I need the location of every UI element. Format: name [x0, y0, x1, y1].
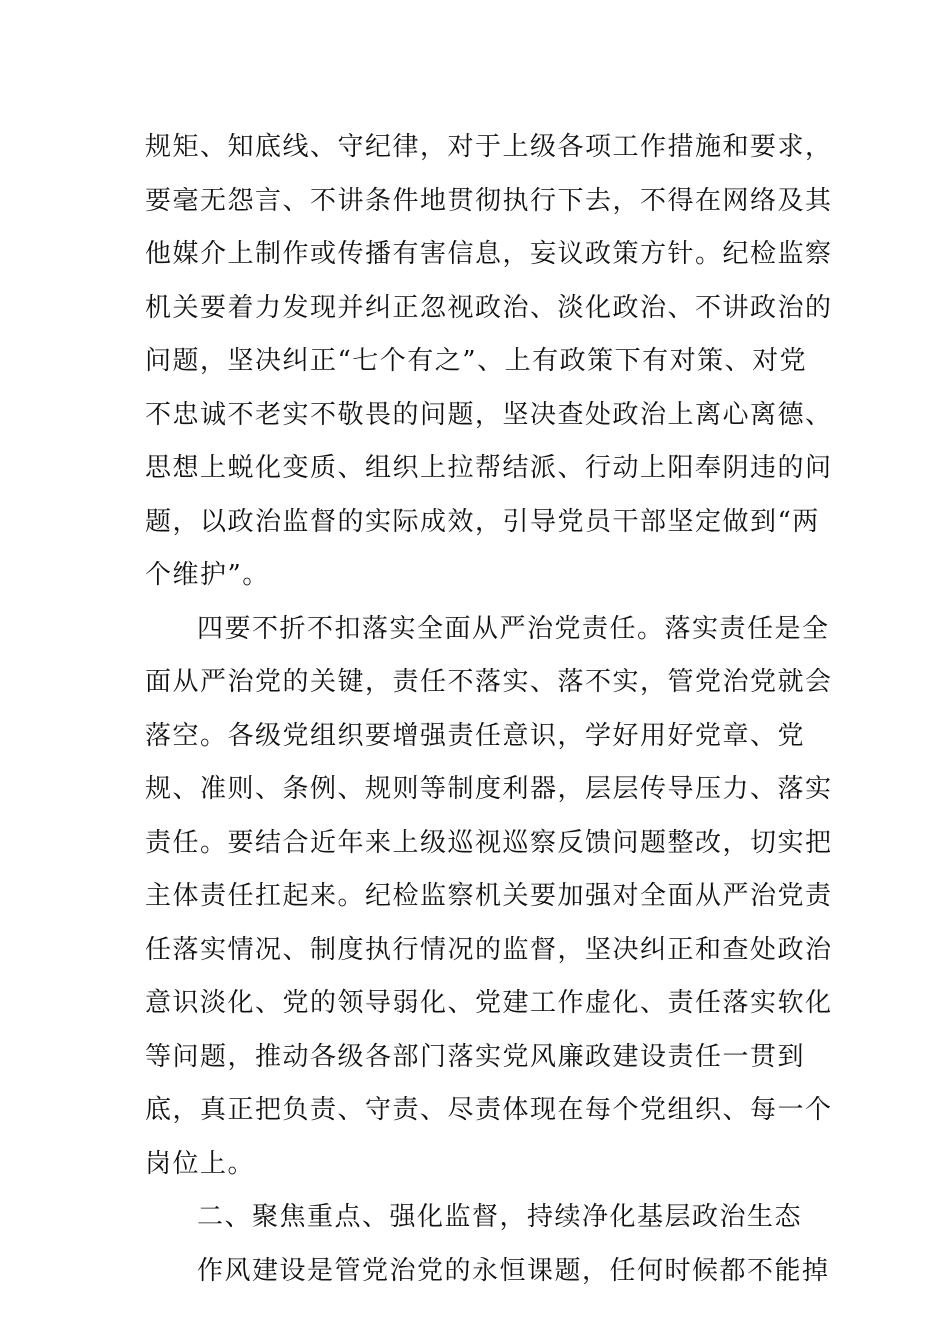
text-line: 题，以政治监督的实际成效，引导党员干部坚定做到“两 [145, 506, 820, 537]
text-line: 要毫无怨言、不讲条件地贯彻执行下去，不得在网络及其 [145, 185, 833, 216]
paragraph-start-line: 四要不折不扣落实全面从严治党责任。落实责任是全 [197, 613, 830, 644]
text-line: 思想上蜕化变质、组织上拉帮结派、行动上阳奉阴违的问 [145, 453, 833, 483]
text-line: 意识淡化、党的领导弱化、党建工作虚化、责任落实软化 [145, 988, 833, 1018]
text-line: 他媒介上制作或传播有害信息，妄议政策方针。纪检监察 [145, 239, 833, 269]
text-line: 责任。要结合近年来上级巡视巡察反馈问题整改，切实把 [145, 827, 833, 858]
text-line: 岗位上。 [145, 1148, 256, 1179]
text-line: 不忠诚不老实不敬畏的问题，坚决查处政治上离心离德、 [145, 399, 833, 430]
paragraph-start-line: 作风建设是管党治党的永恒课题，任何时候都不能掉 [197, 1255, 830, 1286]
text-line: 等问题，推动各级各部门落实党风廉政建设责任一贯到 [145, 1041, 806, 1072]
text-line: 底，真正把负责、守责、尽责体现在每个党组织、每一个 [145, 1095, 833, 1125]
text-line: 问题，坚决纠正“七个有之”、上有政策下有对策、对党 [145, 346, 808, 376]
text-line: 主体责任扛起来。纪检监察机关要加强对全面从严治党责 [145, 881, 833, 911]
text-line: 规、准则、条例、规则等制度利器，层层传导压力、落实 [145, 774, 833, 804]
text-line: 规矩、知底线、守纪律，对于上级各项工作措施和要求， [145, 132, 833, 162]
text-line: 面从严治党的关键，责任不落实、落不实，管党治党就会 [145, 667, 833, 697]
text-line: 个维护”。 [145, 560, 270, 590]
text-line: 机关要着力发现并纠正忽视政治、淡化政治、不讲政治的 [145, 292, 833, 323]
section-heading: 二、聚焦重点、强化监督，持续净化基层政治生态 [197, 1202, 803, 1232]
text-line: 落空。各级党组织要增强责任意识，学好用好党章、党 [145, 720, 806, 751]
document-body [145, 121, 833, 1298]
text-line: 任落实情况、制度执行情况的监督，坚决纠正和查处政治 [145, 934, 833, 965]
